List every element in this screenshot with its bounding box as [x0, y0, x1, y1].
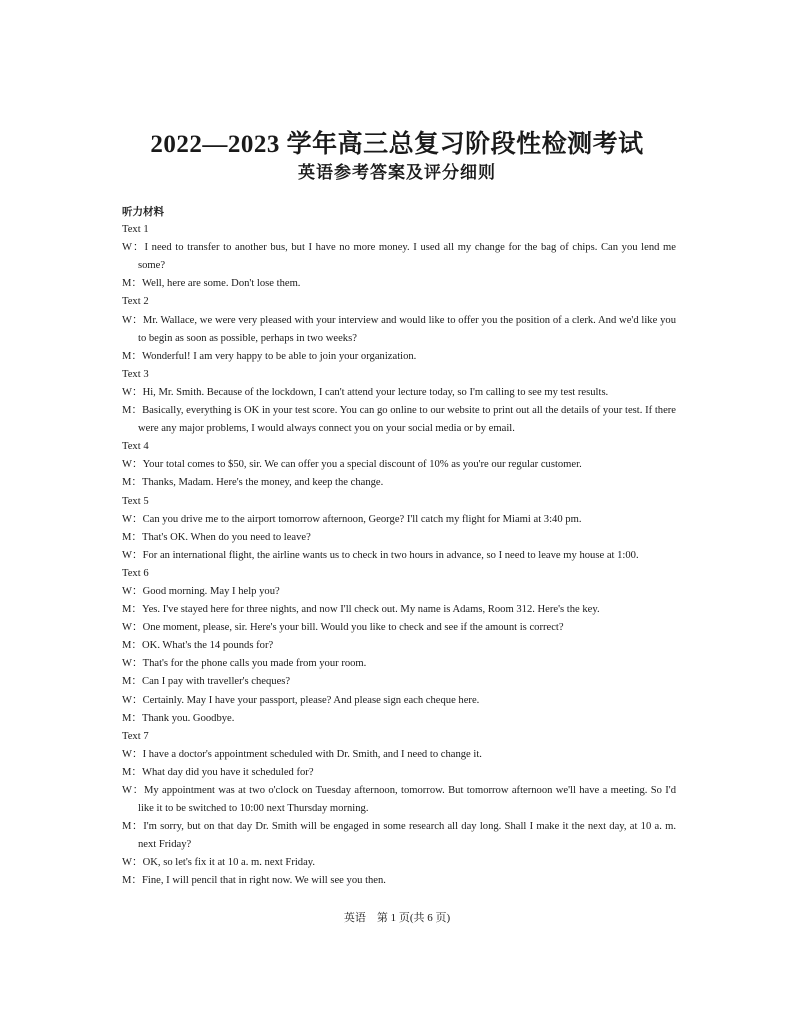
dialogue-line: W：One moment, please, sir. Here's your bill. Would you like to check and see if the amount is correct?	[122, 622, 564, 634]
dialogue-line: M：I'm sorry, but on that day Dr. Smith will be engaged in some research all day long. Shall I make it the next day, at 10 a. m. next Friday?	[122, 821, 676, 851]
text-label: Text 4	[122, 441, 149, 453]
text-label: Text 3	[122, 368, 149, 380]
dialogue-block	[122, 728, 676, 891]
section-heading: 听力材料	[122, 206, 164, 218]
page-title: 2022—2023 学年高三总复习阶段性检测考试	[150, 131, 644, 158]
dialogue-line: M：What day did you have it scheduled for?	[122, 766, 314, 778]
dialogue-line: M：That's OK. When do you need to leave?	[122, 531, 311, 543]
dialogue-block	[122, 565, 676, 728]
page-subtitle: 英语参考答案及评分细则	[298, 163, 496, 183]
dialogue-line: W：My appointment was at two o'clock on Tuesday afternoon, tomorrow. But tomorrow afternoon we'll have a meeting. So I'd like it to be switched to 10:00 next Thursday morning.	[122, 785, 676, 815]
text-label: Text 5	[122, 495, 149, 507]
text-label: Text 7	[122, 730, 149, 742]
dialogue-line: W：I have a doctor's appointment scheduled with Dr. Smith, and I need to change it.	[122, 748, 482, 760]
text-label: Text 6	[122, 567, 149, 579]
dialogue-line: W：Your total comes to $50, sir. We can offer you a special discount of 10% as you're our regular customer.	[122, 459, 582, 471]
dialogue-line: M：Fine, I will pencil that in right now. We will see you then.	[122, 875, 386, 887]
dialogue-line: M：Yes. I've stayed here for three nights, and now I'll check out. My name is Adams, Room 312. Here's the key.	[122, 604, 600, 616]
dialogue-line: W：That's for the phone calls you made from your room.	[122, 658, 367, 670]
texts-list	[122, 221, 676, 890]
dialogue-block	[122, 438, 676, 492]
dialogue-line: M：OK. What's the 14 pounds for?	[122, 640, 274, 652]
dialogue-line: W：Good morning. May I help you?	[122, 585, 280, 597]
dialogue-line: W：Certainly. May I have your passport, please? And please sign each cheque here.	[122, 694, 480, 706]
dialogue-line: M：Well, here are some. Don't lose them.	[122, 278, 301, 290]
dialogue-block	[122, 493, 676, 565]
dialogue-block	[122, 221, 676, 293]
text-label: Text 1	[122, 224, 149, 236]
text-label: Text 2	[122, 296, 149, 308]
dialogue-line: W：For an international flight, the airline wants us to check in two hours in advance, so I need to leave my house at 1:00.	[122, 549, 639, 561]
dialogue-line: M：Thank you. Goodbye.	[122, 712, 235, 724]
dialogue-line: M：Can I pay with traveller's cheques?	[122, 676, 291, 688]
dialogue-line: M：Basically, everything is OK in your test score. You can go online to our website to print out all the details of your test. If there were any major problems, I would always connect you on your social media or by email.	[122, 405, 676, 435]
dialogue-line: W：Mr. Wallace, we were very pleased with your interview and would like to offer you the position of a clerk. And we'd like you to begin as soon as possible, perhaps in two weeks?	[122, 314, 676, 344]
dialogue-line: M：Wonderful! I am very happy to be able to join your organization.	[122, 350, 417, 362]
page-footer: 英语 第 1 页(共 6 页)	[343, 912, 451, 924]
dialogue-line: W：Can you drive me to the airport tomorrow afternoon, George? I'll catch my flight for Miami at 3:40 pm.	[122, 513, 582, 525]
dialogue-line: W：Hi, Mr. Smith. Because of the lockdown, I can't attend your lecture today, so I'm calling to see my test results.	[122, 386, 609, 398]
dialogue-line: M：Thanks, Madam. Here's the money, and keep the change.	[122, 477, 384, 489]
dialogue-line: W：OK, so let's fix it at 10 a. m. next Friday.	[122, 857, 316, 869]
dialogue-line: W：I need to transfer to another bus, but I have no more money. I used all my change for the bag of chips. Can you lend me some?	[122, 242, 676, 272]
dialogue-block	[122, 293, 676, 365]
dialogue-block	[122, 366, 676, 438]
listening-transcript	[122, 203, 676, 891]
